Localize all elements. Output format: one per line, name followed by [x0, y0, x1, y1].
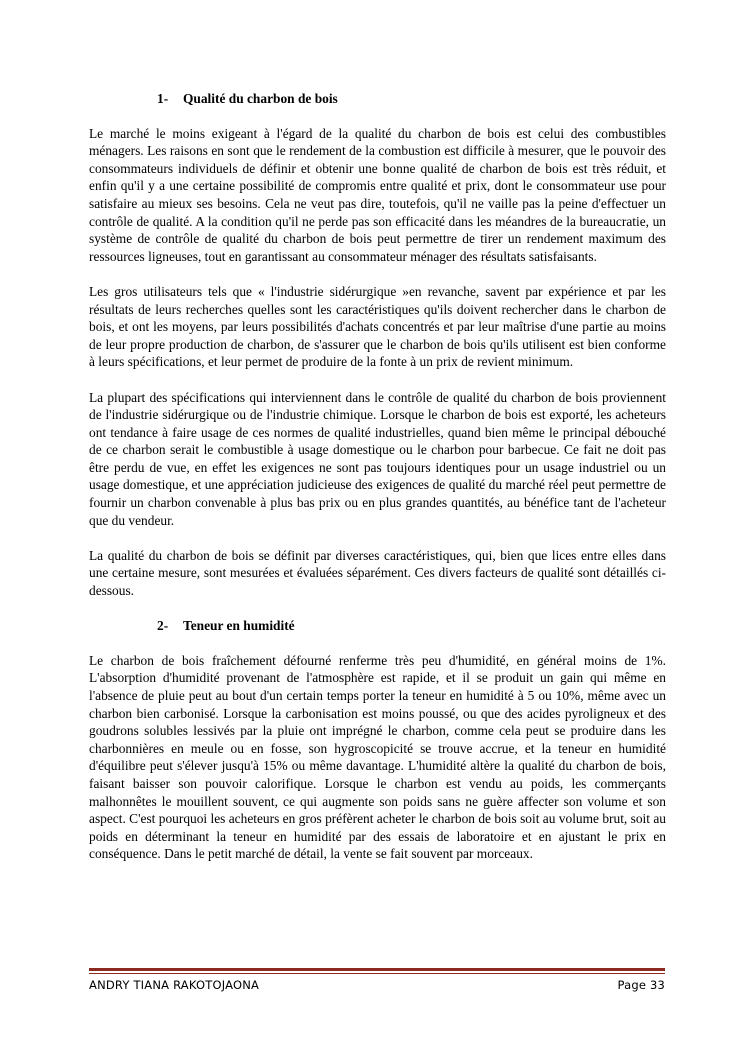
page-footer	[89, 978, 665, 992]
section-1-number: 1-	[157, 91, 169, 106]
footer-page-number: Page 33	[617, 978, 665, 992]
paragraph: La qualité du charbon de bois se définit par diverses caractéristiques, qui, bien que lices entre elles dans une certaine mesure, sont mesurées et évaluées séparément. Ces divers facteurs de qualité sont détaillés ci-dessous.	[89, 547, 666, 599]
footer-author: ANDRY TIANA RAKOTOJAONA	[89, 978, 260, 992]
section-2-number: 2-	[157, 618, 169, 634]
footer-divider-thin	[89, 973, 665, 974]
footer-divider	[89, 968, 665, 971]
paragraph: Les gros utilisateurs tels que « l'industrie sidérurgique »en revanche, savent par expérience et par les résultats de leurs recherches quelles sont les caractéristiques qu'ils doivent rechercher dans le charbon de bois, et ont les moyens, par leurs possibilités d'achats concentrés et par leur maîtrise d'une partie au moins de leur propre production de charbon, de s'assurer que le charbon de bois qu'ils utilisent est bien conforme à leurs spécifications, et leur permet de produire de la fonte à un prix de revient minimum.	[89, 283, 666, 370]
section-1-heading	[89, 90, 666, 108]
paragraph: Le charbon de bois fraîchement défourné renferme très peu d'humidité, en général moins de 1%. L'absorption d'humidité provenant de l'atmosphère est rapide, et il se produit un gain qui même en l'absence de pluie peut au bout d'un certain temps porter la teneur en humidité à 5 ou 10%, même avec un charbon bien carbonisé. Lorsque la carbonisation est moins poussé, ou que des acides pyroligneux et des goudrons solubles lessivés par la pluie ont imprégné le charbon, comme cela peut se produire dans les charbonnières en meule ou en fosse, son hygroscopicité se trouve accrue, et la teneur en humidité d'équilibre peut s'élever jusqu'à 15% ou même davantage. L'humidité altère la qualité du charbon de bois, faisant baisser son pouvoir calorifique. Lorsque le charbon est vendu au poids, les commerçants malhonnêtes le mouillent souvent, ce qui augmente son poids sans ne guère affecter son volume et son aspect. C'est pourquoi les acheteurs en gros préfèrent acheter le charbon de bois soit au volume brut, soit au poids en déterminant la teneur en humidité par des essais de laboratoire et en ajustant le prix en conséquence. Dans le petit marché de détail, la vente se fait souvent par morceaux.	[89, 652, 666, 862]
paragraph: La plupart des spécifications qui interviennent dans le contrôle de qualité du charbon de bois proviennent de l'industrie sidérurgique ou de l'industrie chimique. Lorsque le charbon de bois est exporté, les acheteurs ont tendance à faire usage de ces normes de qualité industrielles, quand bien même le principal débouché de ce charbon serait le combustible à usage domestique ou le charbon pour barbecue. Ce fait ne doit pas être perdu de vue, en effet les exigences ne sont pas toujours identiques pour un usage industriel ou un usage domestique, et une appréciation judicieuse des exigences de qualité du marché réel peut permettre de fournir un charbon convenable à plus bas prix ou en plus grandes quantités, au bénéfice tant de l'acheteur que du vendeur.	[89, 389, 666, 528]
paragraph: Le marché le moins exigeant à l'égard de la qualité du charbon de bois est celui des combustibles ménagers. Les raisons en sont que le rendement de la combustion est difficile à mesurer, que le pouvoir des consommateurs individuels de définir et obtenir une bonne qualité de charbon de bois est très réduit, et enfin qu'il y a une certaine possibilité de compromis entre qualité et prix, dont le consommateur use pour satisfaire au mieux ses besoins. Cela ne veut pas dire, toutefois, qu'il ne vaille pas la peine d'effectuer un contrôle de qualité. A la condition qu'il ne perde pas son efficacité dans les méandres de la bureaucratie, un système de contrôle de qualité du charbon de bois peut permettre de tirer un rendement maximum des ressources ligneuses, tout en garantissant au consommateur ménager des résultats satisfaisants.	[89, 125, 666, 264]
section-2-title: Teneur en humidité	[183, 618, 295, 634]
section-2-heading	[89, 617, 666, 635]
section-1-title: Qualité du charbon de bois	[183, 91, 338, 106]
page-body	[89, 90, 666, 881]
